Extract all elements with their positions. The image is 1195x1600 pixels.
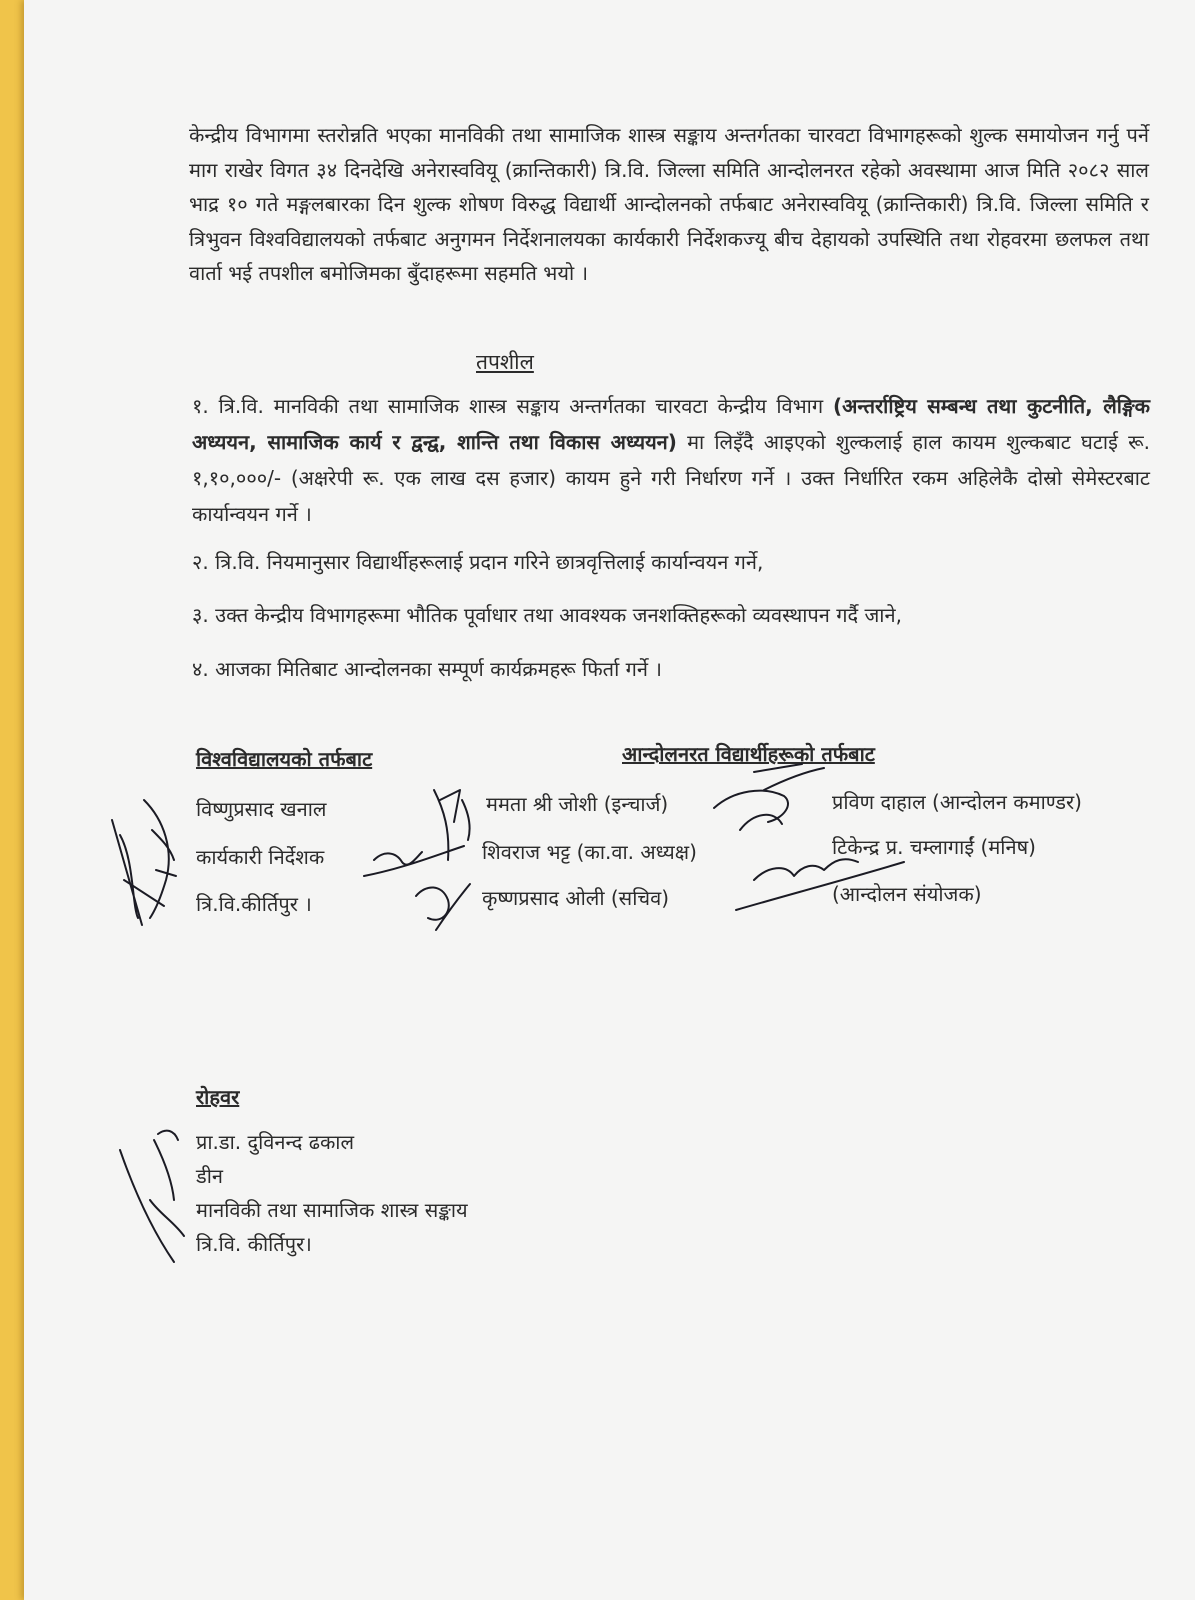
document-page: [24, 0, 1195, 1600]
witness-signature: [24, 0, 25, 1]
witness-place: त्रि.वि. कीर्तिपुर।: [196, 1232, 312, 1256]
agreement-item-2: २. त्रि.वि. नियमानुसार विद्यार्थीहरूलाई प्रदान गरिने छात्रवृत्तिलाई कार्यान्वयन गर्ने,: [192, 550, 764, 574]
agreement-item-3: ३. उक्त केन्द्रीय विभागहरूमा भौतिक पूर्वाधार तथा आवश्यक जनशक्तिहरूको व्यवस्थापन गर्दै जाने,: [192, 603, 902, 627]
witness-faculty: मानविकी तथा सामाजिक शास्त्र सङ्काय: [196, 1198, 468, 1222]
agreement-item-1: [192, 388, 1150, 532]
witness-heading: रोहवर: [196, 1085, 240, 1109]
university-signatory-name: विष्णुप्रसाद खनाल: [196, 797, 327, 821]
student-signatory-4: प्रविण दाहाल (आन्दोलन कमाण्डर): [832, 790, 1082, 814]
agreement-item-4: ४. आजका मितिबाट आन्दोलनका सम्पूर्ण कार्यक्रमहरू फिर्ता गर्ने ।: [192, 657, 662, 681]
student-signatory-2: शिवराज भट्ट (का.वा. अध्यक्ष): [482, 840, 697, 864]
student-side-heading: आन्दोलनरत विद्यार्थीहरूको तर्फबाट: [622, 742, 875, 766]
university-signatory-place: त्रि.वि.कीर्तिपुर ।: [196, 892, 312, 916]
item-1-departments: (अन्तर्राष्ट्रिय सम्बन्ध तथा कुटनीति, लैङ्गिक अध्ययन, सामाजिक कार्य र द्वन्द्व, शान्ति तथा विकास अध्ययन): [192, 394, 1150, 454]
item-1-text-start: १. त्रि.वि. मानविकी तथा सामाजिक शास्त्र सङ्काय अन्तर्गतका चारवटा केन्द्रीय विभाग: [192, 394, 833, 418]
witness-title: डीन: [196, 1164, 223, 1188]
student-signatory-1: ममता श्री जोशी (इन्चार्ज): [486, 792, 669, 816]
intro-paragraph: केन्द्रीय विभागमा स्तरोन्नति भएका मानविकी तथा सामाजिक शास्त्र सङ्काय अन्तर्गतका चारवटा विभागहरूको शुल्क समायोजन गर्नु पर्ने माग राखेर विगत ३४ दिनदेखि अनेरास्ववियू (क्रान्तिकारी) त्रि.वि. जिल्ला समिति आन्दोलनरत रहेको अवस्थामा आज मिति २०८२ साल भाद्र १० गते मङ्गलबारका दिन शुल्क शोषण विरुद्ध विद्यार्थी आन्दोलनको तर्फबाट अनेरास्ववियू (क्रान्तिकारी) त्रि.वि. जिल्ला समिति र त्रिभुवन विश्वविद्यालयको तर्फबाट अनुगमन निर्देशनालयका कार्यकारी निर्देशकज्यू बीच देहायको उपस्थिति तथा रोहवरमा छलफल तथा वार्ता भई तपशील बमोजिमका बुँदाहरूमा सहमति भयो ।: [189, 123, 1149, 285]
tapshil-heading: तपशील: [476, 350, 534, 374]
student-signatory-6-role: (आन्दोलन संयोजक): [832, 882, 982, 906]
witness-name: प्रा.डा. दुविनन्द ढकाल: [196, 1130, 355, 1154]
student-signatory-3: कृष्णप्रसाद ओली (सचिव): [482, 886, 670, 910]
item-1-text-end: मा लिइँदै आइएको शुल्कलाई हाल कायम शुल्कबाट घटाई रू. १,१०,०००/- (अक्षरेपी रू. एक लाख दस हजार) कायम हुने गरी निर्धारण गर्ने । उक्त निर्धारित रकम अहिलेकै दोस्रो सेमेस्टरबाट कार्यान्वयन गर्ने ।: [192, 430, 1150, 526]
student-signatory-5: टिकेन्द्र प्र. चम्लागाईं (मनिष): [832, 835, 1036, 859]
university-signatory-title: कार्यकारी निर्देशक: [196, 845, 325, 869]
university-side-heading: विश्वविद्यालयको तर्फबाट: [196, 747, 373, 771]
